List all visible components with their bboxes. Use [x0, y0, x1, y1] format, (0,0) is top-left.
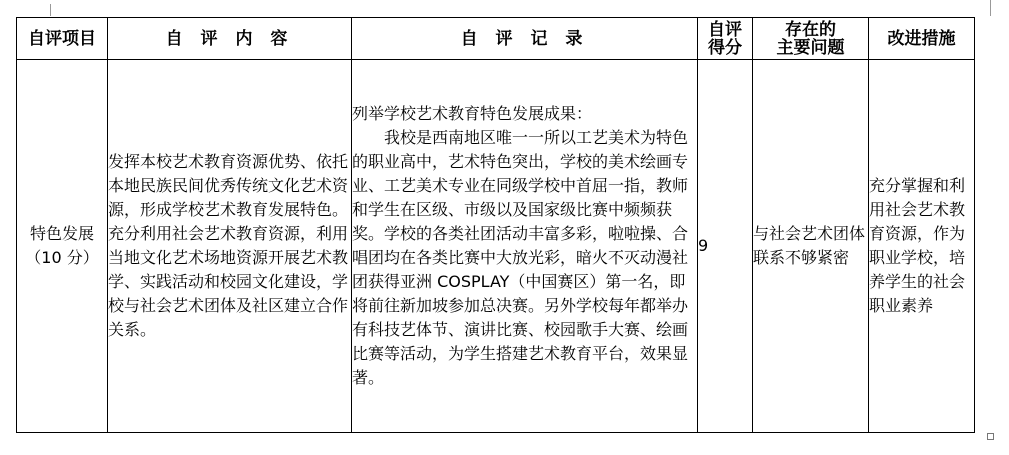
header-score: [698, 18, 753, 60]
header-score-line1: 自评: [708, 19, 742, 40]
category-line2: （10 分）: [25, 248, 99, 267]
cell-record: [352, 60, 698, 433]
header-content: 自 评 内 容: [108, 18, 352, 60]
cell-problems: 与社会艺术团体联系不够紧密: [753, 60, 869, 433]
header-score-line2: 得分: [708, 37, 742, 58]
cell-category: [17, 60, 108, 433]
cell-score: 9: [698, 60, 753, 433]
cell-content: 发挥本校艺术教育资源优势、依托本地民族民间优秀传统文化艺术资源，形成学校艺术教育发展特色。充分利用社会艺术教育资源，利用当地文化艺术场地资源开展艺术教学、实践活动和校园文化建设，学校与社会艺术团体及社区建立合作关系。: [108, 60, 352, 433]
table-header-row: [17, 18, 975, 60]
header-problems-line1: 存在的: [785, 19, 836, 40]
header-category: 自评项目: [17, 18, 108, 60]
self-evaluation-table: [16, 17, 975, 433]
header-problems: [753, 18, 869, 60]
paragraph-end-mark: [987, 433, 994, 440]
record-body: 我校是西南地区唯一一所以工艺美术为特色的职业高中，艺术特色突出，学校的美术绘画专业、工艺美术专业在同级学校中首屈一指，教师和学生在区级、市级以及国家级比赛中频频获奖。学校的各类社团活动丰富多彩，啦啦操、合唱团均在各类比赛中大放光彩，暗火不灭动漫社团获得亚洲 COSPLAY（中国赛区）第一名，即将前往新加坡参加总决赛。另外学校每年都举办有科技艺体节、演讲比赛、校园歌手大赛、绘画比赛等活动，为学生搭建艺术教育平台，效果显著。: [352, 128, 689, 387]
header-record: 自 评 记 录: [352, 18, 698, 60]
record-intro: 列举学校艺术教育特色发展成果：: [352, 104, 593, 123]
category-line1: 特色发展: [29, 224, 94, 243]
header-measures: 改进措施: [869, 18, 975, 60]
header-problems-line2: 主要问题: [776, 37, 845, 58]
cell-measures: 充分掌握和利用社会艺术教育资源，作为职业学校，培养学生的社会职业素养: [869, 60, 975, 433]
page-margin-mark-right: [990, 0, 991, 16]
page-margin-mark-left: [50, 4, 51, 16]
table-row: [17, 60, 975, 433]
